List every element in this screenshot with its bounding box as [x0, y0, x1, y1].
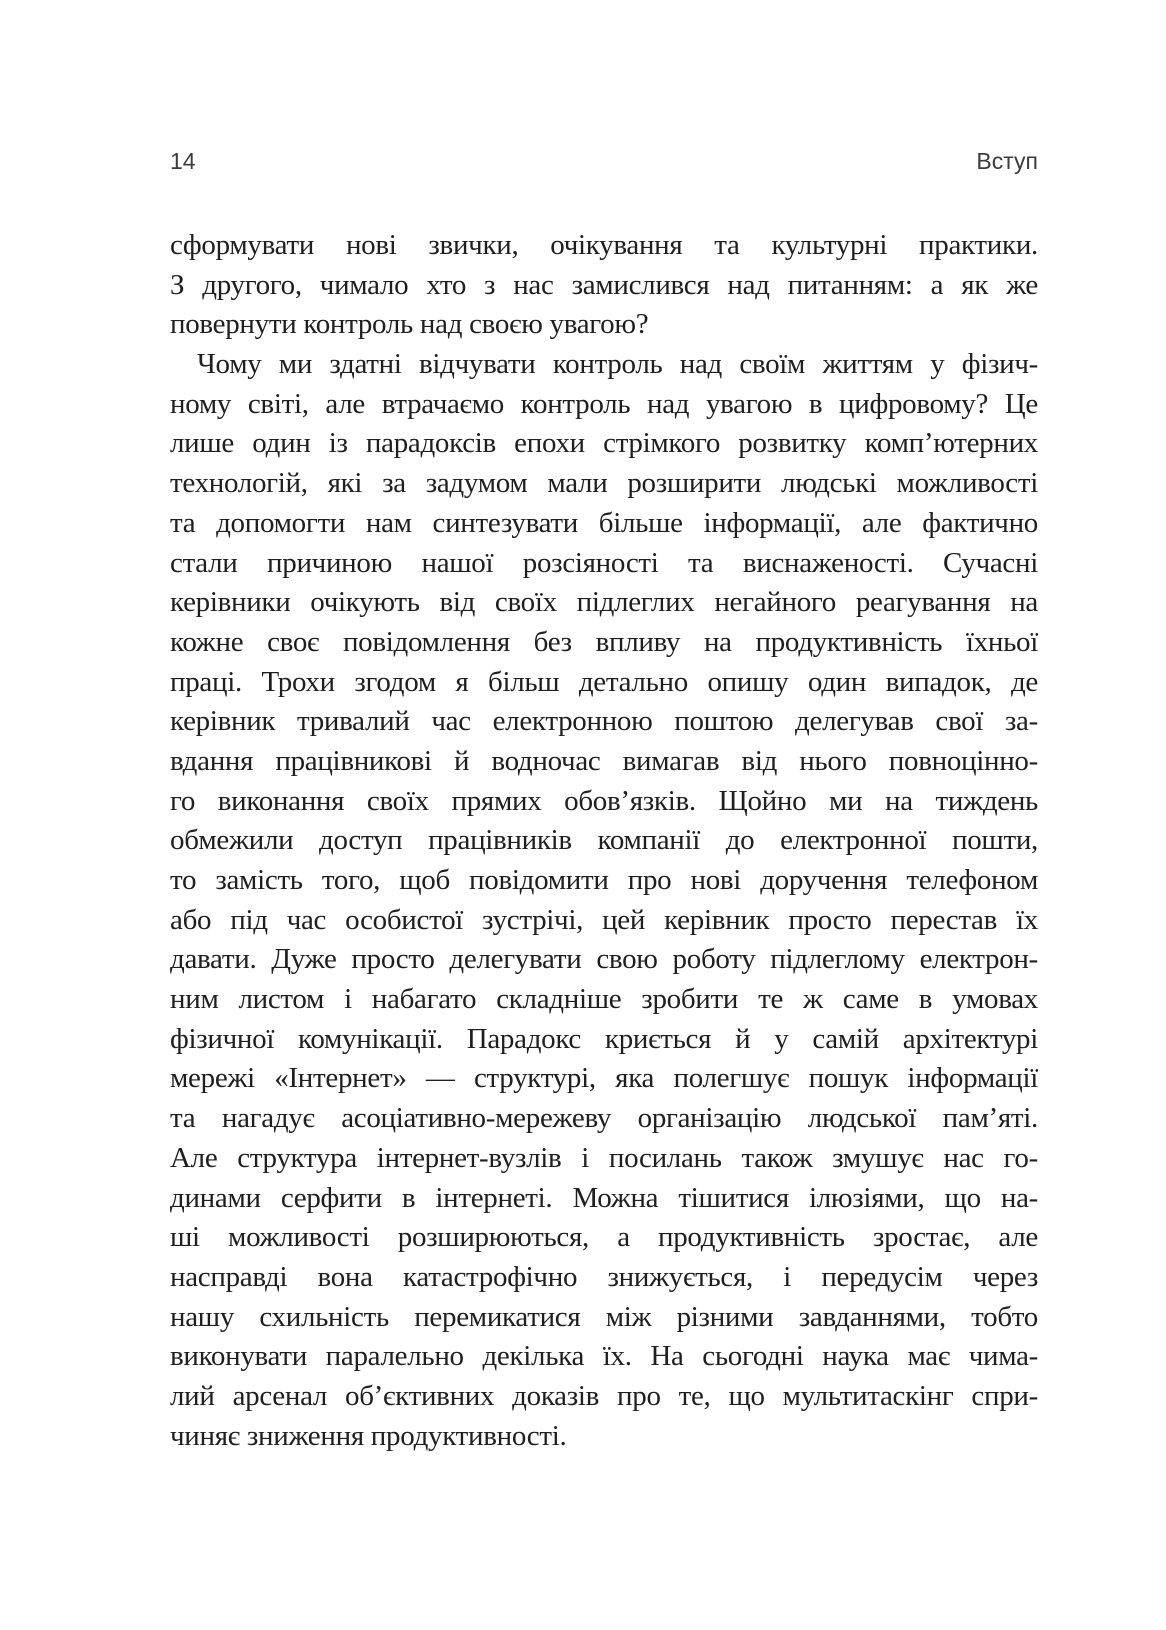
text-line: та допомогти нам синтезувати більше інформації, але фактично [170, 506, 1038, 539]
text-line: Але структура інтернет-вузлів і посилань також змушує нас го- [170, 1141, 1038, 1174]
text-line: обмежили доступ працівників компанії до електронної пошти, [170, 824, 1038, 857]
text-line: технологій, які за задумом мали розширити людські можливості [170, 467, 1038, 500]
text-line: динами серфити в інтернеті. Можна тішитися ілюзіями, що на- [170, 1181, 1038, 1214]
text-line: фізичної комунікації. Парадокс криється й у самій архітектурі [170, 1022, 1038, 1055]
text-line: нашу схильність перемикатися між різними завданнями, тобто [170, 1300, 1038, 1333]
paragraph [170, 345, 1038, 1456]
text-line: сформувати нові звички, очікування та культурні практики. [170, 229, 1038, 261]
text-line: повернути контроль над своєю увагою? [170, 308, 649, 341]
text-line: лий арсенал об’єктивних доказів про те, що мультитаскінг спри- [170, 1379, 1038, 1412]
text-line: чиняє зниження продуктивності. [170, 1419, 567, 1452]
text-line: праці. Трохи згодом я більш детально опишу один випадок, де [170, 665, 1038, 698]
text-block [170, 226, 1038, 1456]
text-line: то замість того, щоб повідомити про нові доручення телефоном [170, 864, 1038, 896]
text-line: виконувати паралельно декілька їх. На сьогодні наука має чима- [170, 1340, 1038, 1373]
text-line: та нагадує асоціативно-мережеву організацію людської пам’яті. [170, 1102, 1038, 1135]
text-line: мережі «Інтернет» — структурі, яка полегшує пошук інформації [170, 1062, 1038, 1095]
text-line: го виконання своїх прямих обов’язків. Щойно ми на тиждень [170, 784, 1038, 817]
running-header [170, 148, 1038, 174]
text-line: керівник тривалий час електронною поштою делегував свої за- [170, 705, 1038, 738]
text-line: або під час особистої зустрічі, цей керівник просто перестав їх [170, 903, 1038, 936]
text-line: насправді вона катастрофічно знижується, і передусім через [170, 1260, 1038, 1293]
text-line: вдання працівникові й водночас вимагав від нього повноцінно- [170, 744, 1038, 777]
text-line: ші можливості розширюються, а продуктивність зростає, але [170, 1221, 1038, 1254]
text-line: давати. Дуже просто делегувати свою роботу підлеглому електрон- [170, 943, 1038, 976]
text-line: З другого, чимало хто з нас замислився над питанням: а як же [170, 268, 1038, 301]
text-line: лише один із парадоксів епохи стрімкого розвитку комп’ютерних [170, 427, 1038, 460]
text-line: стали причиною нашої розсіяності та виснаженості. Сучасні [170, 546, 1038, 579]
text-line: ному світі, але втрачаємо контроль над увагою в цифровому? Це [170, 387, 1038, 420]
text-line: ним листом і набагато складніше зробити те ж саме в умовах [170, 983, 1038, 1016]
paragraph [170, 226, 1038, 345]
text-line: кожне своє повідомлення без впливу на продуктивність їхньої [170, 625, 1038, 658]
text-line: керівники очікують від своїх підлеглих негайного реагування на [170, 586, 1038, 619]
text-line: Чому ми здатні відчувати контроль над своїм життям у фізич- [197, 348, 1038, 381]
page-number: 14 [170, 148, 196, 174]
running-header-title: Вступ [976, 148, 1038, 174]
